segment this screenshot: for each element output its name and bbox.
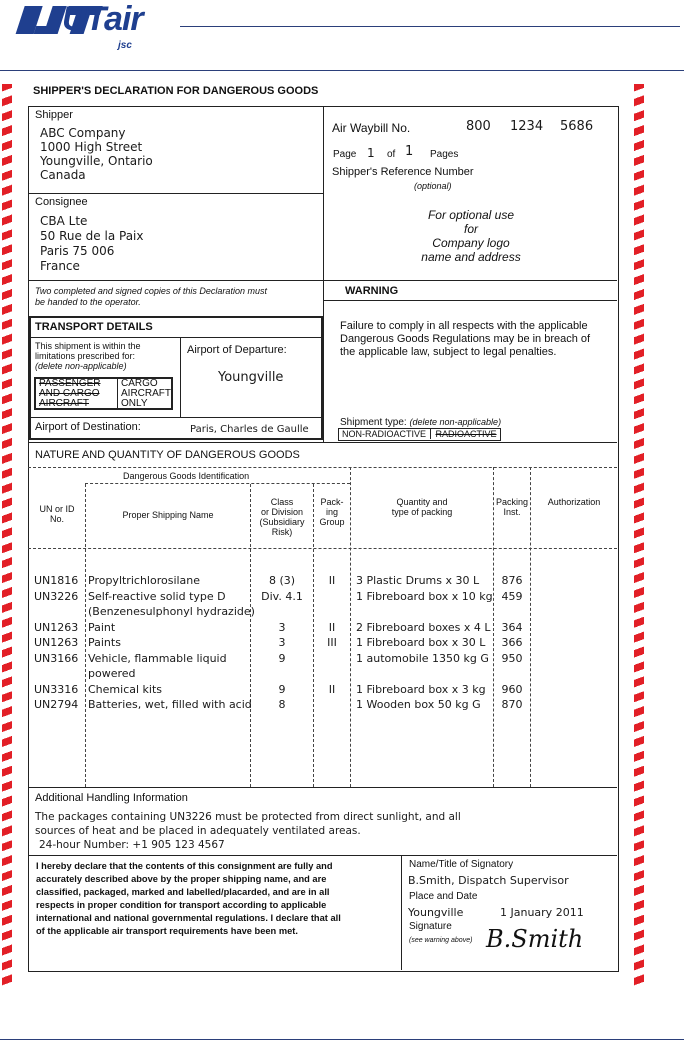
awb-part: 800 xyxy=(466,119,491,134)
dg-identification: Dangerous Goods Identification xyxy=(123,471,250,481)
packing-instruction: 960 xyxy=(501,682,523,696)
un-number: UN3316 xyxy=(34,682,79,696)
class-division: Div. 4.1 xyxy=(261,589,303,603)
un-number: UN1816 xyxy=(34,574,79,587)
hazard-stripe-right xyxy=(634,84,644,988)
quantity-packing: 1 Fibreboard box x 3 kg xyxy=(356,682,486,696)
limitations-text: This shipment is within the limitations prescribed for: (delete non-applicable) xyxy=(35,341,141,371)
departure-label: Airport of Departure: xyxy=(187,344,287,356)
additional-text: The packages containing UN3226 must be protected from direct sunlight, and all sources of heat and be placed in adequately ventilated areas. 24-hour Number: +1 905 123 4567 xyxy=(35,811,461,851)
passenger-aircraft-option[interactable]: PASSENGER AND CARGO AIRCRAFT xyxy=(39,378,101,409)
packing-group: II xyxy=(328,682,336,696)
quantity-packing: 3 Plastic Drums x 30 L xyxy=(356,574,480,587)
reference-label: Shipper's Reference Number xyxy=(332,166,474,178)
radioactive-option[interactable]: RADIOACTIVE xyxy=(435,429,497,439)
packing-instruction: 364 xyxy=(501,620,523,634)
date-value: 1 January 2011 xyxy=(500,906,584,919)
shipping-name: Batteries, wet, filled with acid xyxy=(88,698,252,711)
consignee-line: CBA Lte xyxy=(40,214,88,228)
col-qty-header: Quantity and type of packing xyxy=(391,497,453,517)
un-number: UN1263 xyxy=(34,636,79,649)
packing-instruction: 366 xyxy=(501,636,523,649)
hazard-stripe-left xyxy=(2,84,12,988)
signatory-label: Name/Title of Signatory xyxy=(409,859,514,870)
destination-value: Paris, Charles de Gaulle xyxy=(190,424,309,435)
additional-label: Additional Handling Information xyxy=(35,792,188,804)
un-number: UN1263 xyxy=(34,620,79,634)
class-division: 3 xyxy=(278,636,286,649)
un-number: UN2794 xyxy=(34,698,79,711)
signature-value: B.Smith xyxy=(486,925,584,953)
shipping-name: Paint xyxy=(88,620,116,634)
col-class-header: Class or Division (Subsidiary Risk) xyxy=(259,497,305,537)
awb-label: Air Waybill No. xyxy=(332,121,411,135)
packing-group: III xyxy=(327,636,337,649)
copies-note: Two completed and signed copies of this Declaration must be handed to the operator. xyxy=(35,286,267,307)
header-rule xyxy=(180,26,680,27)
consignee-line: France xyxy=(40,259,80,273)
shipper-line: Canada xyxy=(40,168,86,182)
awb-part: 5686 xyxy=(560,119,594,134)
shipping-name: Chemical kits xyxy=(88,682,163,696)
page-num: 1 xyxy=(367,146,375,160)
cargo-aircraft-option[interactable]: CARGO AIRCRAFT ONLY xyxy=(121,378,171,409)
pages-label: Pages xyxy=(430,149,459,160)
quantity-packing: 1 automobile 1350 kg G xyxy=(356,651,489,665)
consignee-label: Consignee xyxy=(35,196,88,208)
signature-label: Signature xyxy=(409,921,452,932)
nature-title: NATURE AND QUANTITY OF DANGEROUS GOODS xyxy=(35,449,300,461)
quantity-packing: 2 Fibreboard boxes x 4 L xyxy=(356,620,491,634)
page-label: Page xyxy=(333,149,357,160)
class-division: 9 xyxy=(278,651,286,665)
shipping-name: powered xyxy=(88,667,136,680)
quantity-packing: 1 Fibreboard box x 30 L xyxy=(356,636,486,649)
shipment-type-label: Shipment type: (delete non-applicable) xyxy=(340,417,502,428)
declaration-text: I hereby declare that the contents of this consignment are fully and accurately described above by the proper shipping name, and are classified, packaged, marked and labelled/placarded, and are in all respects in proper condition for transport according to applicable international and national governmental regulations. I declare that all of the applicable air transport requirements have been met. xyxy=(36,861,341,936)
quantity-packing: 1 Fibreboard box x 10 kg xyxy=(356,589,493,603)
shipping-name: (Benzenesulphonyl hydrazide) xyxy=(88,605,255,618)
class-division: 8 (3) xyxy=(268,574,296,587)
class-division: 8 xyxy=(278,698,286,711)
shipper-line: ABC Company xyxy=(40,126,126,140)
packing-instruction: 950 xyxy=(501,651,523,665)
place-value: Youngville xyxy=(408,906,464,919)
destination-label: Airport of Destination: xyxy=(35,421,141,433)
un-number: UN3166 xyxy=(34,651,79,665)
shipment-type-options xyxy=(338,428,501,441)
form-title: SHIPPER'S DECLARATION FOR DANGEROUS GOODS xyxy=(33,85,319,97)
shipping-name: Vehicle, flammable liquid xyxy=(88,651,227,665)
consignee-line: Paris 75 006 xyxy=(40,244,115,258)
packing-group: II xyxy=(328,574,336,587)
reference-optional: (optional) xyxy=(414,181,452,191)
packing-instruction: 870 xyxy=(501,698,523,711)
transport-title: TRANSPORT DETAILS xyxy=(35,321,153,333)
shipping-name: Self-reactive solid type D xyxy=(88,589,226,603)
col-pi-header: Packing Inst. xyxy=(495,497,529,517)
shipping-name: Paints xyxy=(88,636,121,649)
bottom-rule xyxy=(0,1039,684,1040)
quantity-packing: 1 Wooden box 50 kg G xyxy=(356,698,481,711)
packing-instruction: 876 xyxy=(501,574,523,587)
class-division: 9 xyxy=(278,682,286,696)
class-division: 3 xyxy=(278,620,286,634)
warning-title: WARNING xyxy=(345,285,399,297)
col-pg-header: Pack- ing Group xyxy=(319,497,345,527)
page-total: 1 xyxy=(405,144,414,159)
shipper-label: Shipper xyxy=(35,109,73,121)
page-of: of xyxy=(387,149,396,160)
packing-instruction: 459 xyxy=(501,589,523,603)
shipping-name: Propyltrichlorosilane xyxy=(88,574,201,587)
utair-logo-text: UTair xyxy=(62,0,143,38)
optional-use-text: For optional use for Company logo name and address xyxy=(421,208,521,264)
un-number: UN3226 xyxy=(34,589,79,603)
col-auth-header: Authorization xyxy=(547,497,601,507)
packing-group: II xyxy=(328,620,336,634)
col-un-header: UN or ID No. xyxy=(39,504,75,524)
place-date-label: Place and Date xyxy=(409,891,478,902)
col-psn-header: Proper Shipping Name xyxy=(122,510,214,520)
consignee-line: 50 Rue de la Paix xyxy=(40,229,144,243)
shipper-line: 1000 High Street xyxy=(40,140,143,154)
warning-text: Failure to comply in all respects with the applicable Dangerous Goods Regulations may be in breach of the applicable law, subject to legal penalties. xyxy=(340,320,591,358)
awb-part: 1234 xyxy=(510,119,544,134)
departure-value: Youngville xyxy=(218,370,284,385)
utair-logo-sub: jsc xyxy=(118,40,132,51)
nonradioactive-option[interactable]: NON-RADIOACTIVE xyxy=(342,429,431,439)
signatory-value: B.Smith, Dispatch Supervisor xyxy=(408,874,569,887)
shipper-line: Youngville, Ontario xyxy=(40,154,153,168)
top-rule xyxy=(0,70,684,71)
signature-note: (see warning above) xyxy=(409,937,473,944)
